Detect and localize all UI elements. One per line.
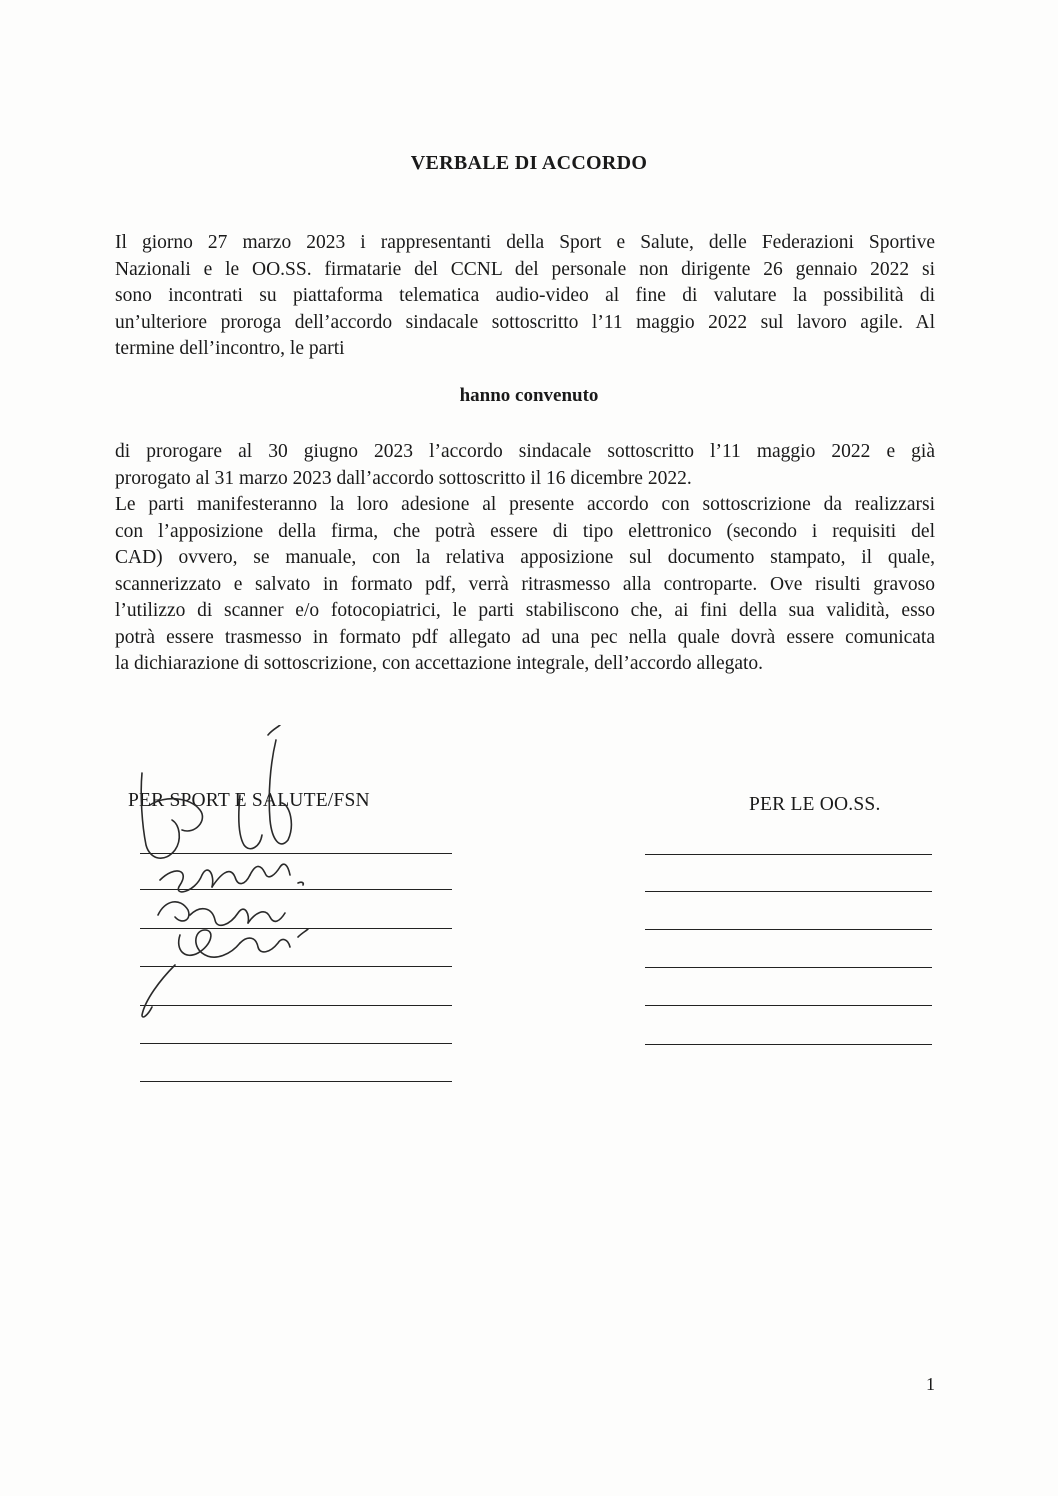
- paragraph-line: la dichiarazione di sottoscrizione, con accettazione integrale, dell’accordo allegato.: [115, 653, 764, 674]
- paragraph-line: Il giorno 27 marzo 2023 i rappresentanti della Sport e Salute, delle Federazioni Sportive: [115, 232, 935, 253]
- paragraph-line: Le parti manifesteranno la loro adesione al presente accordo con sottoscrizione da realizzarsi: [115, 494, 935, 515]
- paragraph-line: di prorogare al 30 giugno 2023 l’accordo sindacale sottoscritto l’11 maggio 2022 e già: [115, 441, 935, 462]
- signature-line: [140, 1043, 452, 1044]
- signature-line: [140, 889, 452, 890]
- page-number: 1: [926, 1374, 935, 1394]
- signature-line: [645, 891, 932, 892]
- paragraph-line: prorogato al 31 marzo 2023 dall’accordo sottoscritto il 16 dicembre 2022.: [115, 467, 692, 489]
- paragraph-line: con l’apposizione della firma, che potrà essere di tipo elettronico (secondo i requisiti del: [115, 520, 935, 542]
- signature-label-oo-ss: PER LE OO.SS.: [749, 794, 881, 815]
- agreement-paragraph: [115, 439, 935, 678]
- handwritten-signatures: [120, 725, 450, 1025]
- signature-line: [645, 967, 932, 968]
- paragraph-line: CAD) ovvero, se manuale, con la relativa apposizione sul documento stampato, il quale,: [115, 547, 935, 568]
- intro-paragraph: [115, 230, 935, 363]
- paragraph-line: termine dell’incontro, le parti: [115, 338, 345, 359]
- signature-line: [645, 1044, 932, 1045]
- paragraph-line: sono incontrati su piattaforma telematica audio-video al fine di valutare la possibilità di: [115, 285, 935, 306]
- paragraph-line: scannerizzato e salvato in formato pdf, verrà ritrasmesso alla controparte. Ove risulti gravoso: [115, 573, 935, 595]
- signature-label-sport-salute: PER SPORT E SALUTE/FSN: [128, 790, 370, 811]
- paragraph-line: potrà essere trasmesso in formato pdf allegato ad una pec nella quale dovrà essere comunicata: [115, 626, 935, 648]
- signature-line: [645, 929, 932, 930]
- signature-line: [645, 1005, 932, 1006]
- signature-line: [140, 853, 452, 854]
- paragraph-line: Nazionali e le OO.SS. firmatarie del CCNL del personale non dirigente 26 gennaio 2022 si: [115, 258, 935, 280]
- signature-line: [645, 854, 932, 855]
- signature-line: [140, 928, 452, 929]
- signature-line: [140, 1081, 452, 1082]
- document-title: VERBALE DI ACCORDO: [410, 152, 648, 174]
- paragraph-line: un’ulteriore proroga dell’accordo sindacale sottoscritto l’11 maggio 2022 sul lavoro agile. Al: [115, 311, 935, 333]
- section-heading: hanno convenuto: [459, 385, 599, 406]
- paragraph-line: l’utilizzo di scanner e/o fotocopiatrici, le parti stabiliscono che, ai fini della sua validità, esso: [115, 600, 935, 621]
- signature-line: [140, 966, 452, 967]
- signature-line: [140, 1005, 452, 1006]
